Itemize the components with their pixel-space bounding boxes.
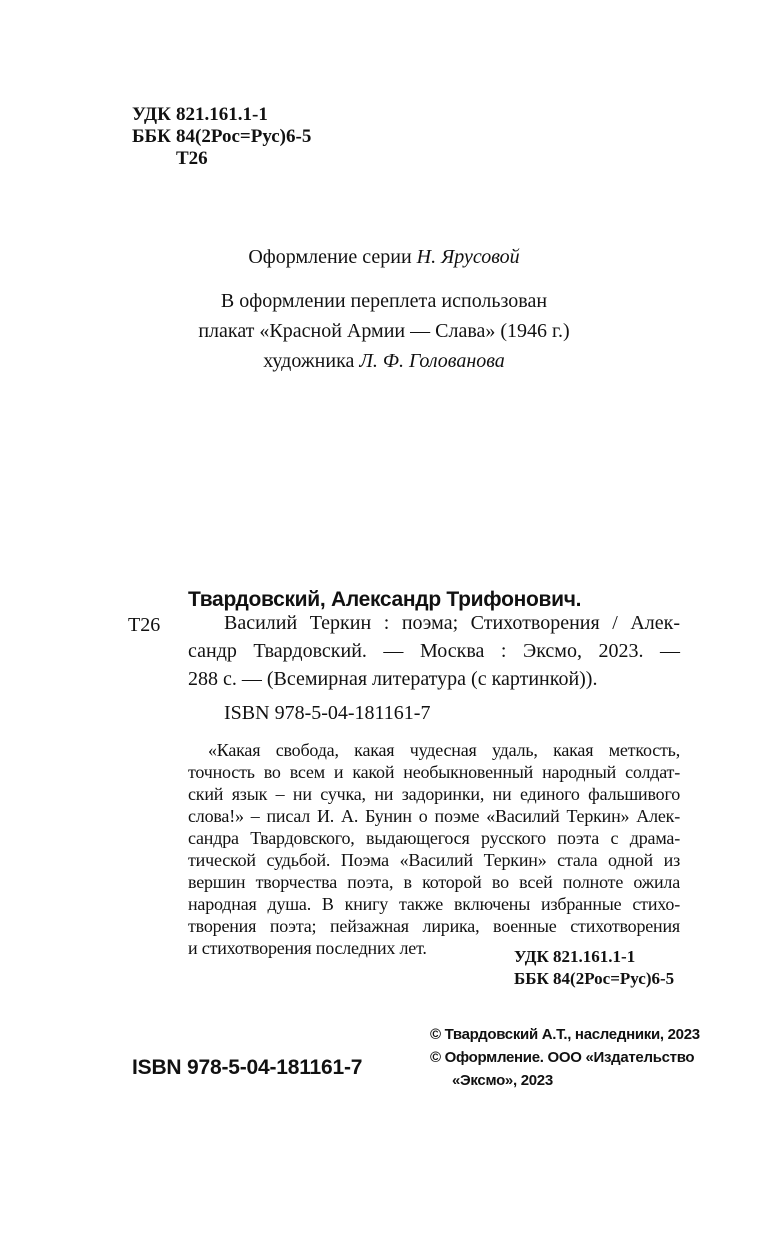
annotation-line: и стихотворения последних лет.	[188, 938, 427, 958]
udk-value: 821.161.1-1	[176, 104, 268, 125]
annotation-line: ский язык – ни сучка, ни задоринки, ни единого фальшивого	[188, 784, 680, 804]
bib-line-1: Василий Теркин : поэма; Стихотворения / Алек-	[224, 612, 680, 634]
annotation-line: народная душа. В книгу также включены избранные стихо-	[188, 894, 680, 914]
annotation-line: слова!» – писал И. А. Бунин о поэме «Василий Теркин» Алек-	[188, 806, 680, 826]
bbk-label: ББК	[132, 126, 171, 147]
udk-label: УДК	[132, 104, 171, 125]
bbk-line	[132, 126, 311, 148]
cover-credit-line-3	[0, 350, 768, 373]
copyright-design: © Оформление. ООО «Издательство	[430, 1049, 695, 1066]
annotation-line: вершин творчества поэта, в которой во всей полноте ожила	[188, 872, 680, 892]
author-mark-top: Т26	[176, 148, 208, 169]
udk-line	[132, 104, 268, 126]
annotation-bbk: ББК 84(2Рос=Рус)6-5	[514, 969, 675, 988]
copyright-publisher: «Эксмо», 2023	[452, 1072, 553, 1089]
bib-line-3: 288 с. — (Всемирная литература (с картинкой)).	[188, 668, 598, 690]
cover-credit-line-1: В оформлении переплета использован	[220, 290, 548, 312]
annotation-line: точность во всем и какой необыкновенный народный солдат-	[188, 762, 680, 782]
bib-line-2: сандр Твардовский. — Москва : Эксмо, 2023. —	[188, 640, 680, 662]
bbk-value: 84(2Рос=Рус)6-5	[176, 126, 312, 147]
cover-credit-line-2: плакат «Красной Армии — Слава» (1946 г.)	[198, 320, 570, 342]
cover-artist-text: художника	[263, 350, 355, 372]
annotation-line: тической судьбой. Поэма «Василий Теркин» стала одной из	[188, 850, 680, 870]
author-heading: Твардовский, Александр Трифонович.	[188, 588, 582, 611]
annotation	[188, 739, 680, 959]
series-design-text: Оформление серии	[248, 246, 412, 268]
footer-isbn: ISBN 978-5-04-181161-7	[132, 1056, 363, 1079]
annotation-line: сандра Твардовского, выдающегося русского поэта с драма-	[188, 828, 680, 848]
series-designer-name: Н. Ярусовой	[416, 246, 520, 268]
annotation-line: творения поэта; пейзажная лирика, военные стихотворения	[188, 916, 680, 936]
bib-isbn: ISBN 978-5-04-181161-7	[224, 702, 431, 724]
copyright-author: © Твардовский А.Т., наследники, 2023	[430, 1026, 700, 1043]
series-design-credit	[0, 246, 768, 269]
cover-artist-name: Л. Ф. Голованова	[359, 350, 505, 372]
annotation-line: «Какая свобода, какая чудесная удаль, какая меткость,	[208, 740, 680, 760]
author-mark: Т26	[128, 614, 161, 636]
annotation-udk: УДК 821.161.1-1	[514, 947, 636, 966]
